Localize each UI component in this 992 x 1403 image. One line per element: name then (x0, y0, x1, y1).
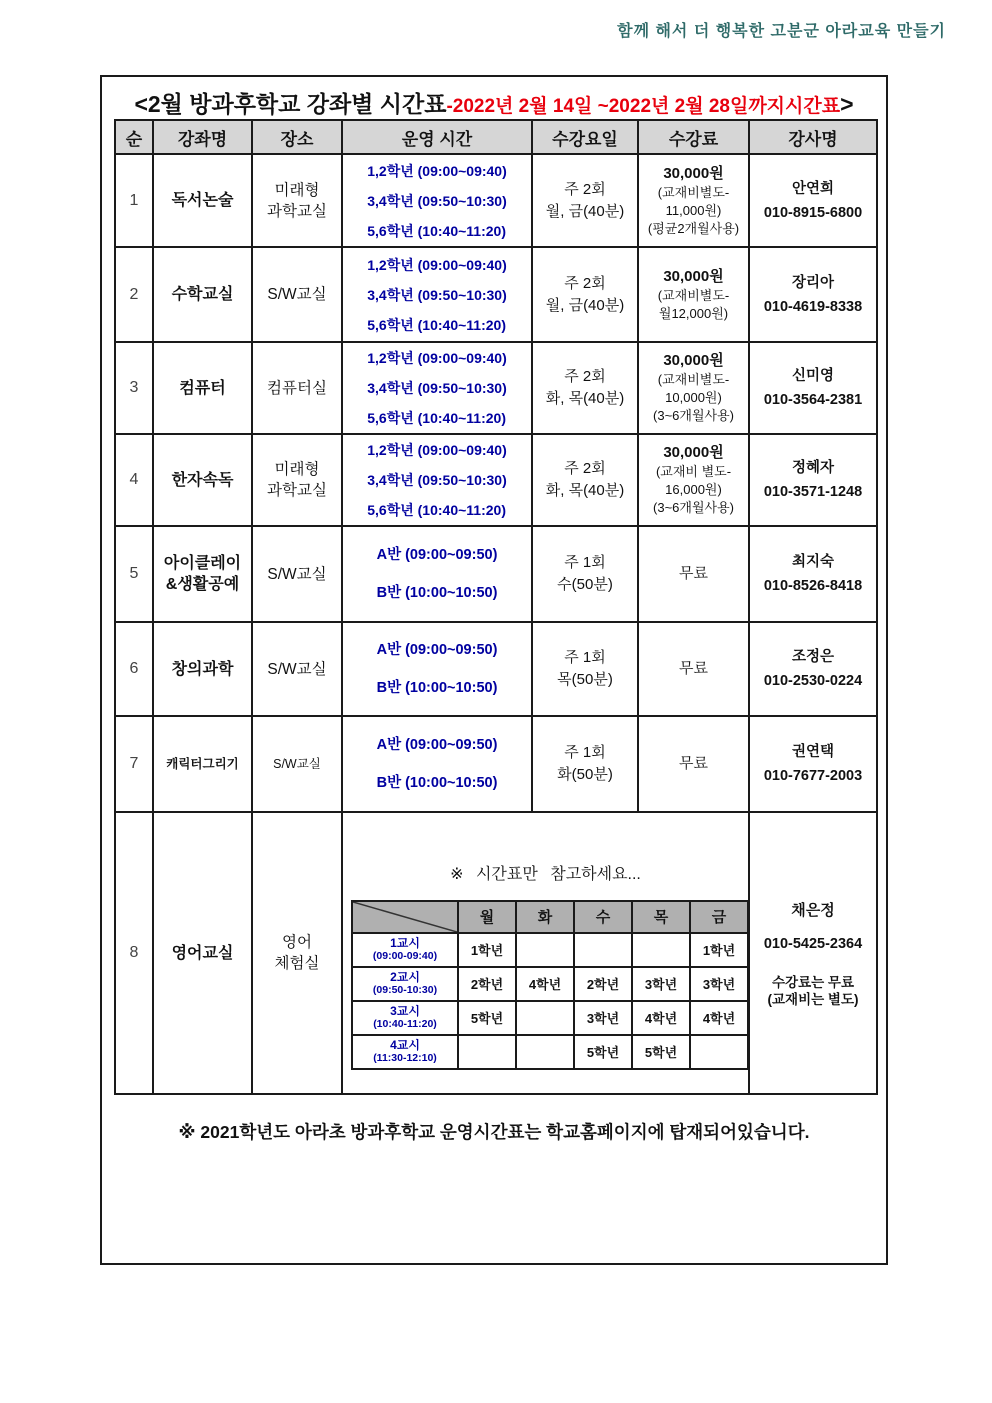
cell-place (252, 434, 342, 526)
grade-cell (632, 933, 690, 967)
footer-note: ※ 2021학년도 아라초 방과후학교 운영시간표는 학교홈페이지에 탑재되어있습니다. (178, 1122, 810, 1142)
subtable-header-row (352, 901, 748, 933)
page-title (102, 86, 886, 119)
cell-course (153, 154, 252, 247)
period-name: 2교시 (390, 969, 420, 984)
teacher-phone: 010-8915-6800 (763, 204, 863, 221)
subtable-day-header: 수 (574, 901, 632, 933)
header-time: 운영 시간 (342, 120, 532, 154)
period-label (352, 1001, 458, 1035)
grade-cell (458, 1035, 516, 1069)
cell-no: 1 (115, 154, 153, 247)
cell-course (153, 247, 252, 342)
cell-place (252, 154, 342, 247)
time-line: 1,2학년 (09:00~09:40) (367, 256, 507, 273)
cell-place (252, 622, 342, 716)
table-row (115, 716, 877, 812)
teacher-name: 안연희 (791, 180, 835, 197)
place-line: 과학교실 (267, 482, 327, 499)
days-line: 주 1회 (564, 649, 606, 666)
cell-days (532, 342, 638, 434)
header-row (115, 120, 877, 154)
cell-no: 2 (115, 247, 153, 342)
cell-no: 4 (115, 434, 153, 526)
teacher-phone: 010-3571-1248 (763, 484, 863, 500)
teacher-name: 신미영 (791, 368, 835, 384)
course-line: 수학교실 (171, 286, 234, 303)
days-line: 수(50분) (557, 576, 613, 593)
days-line: 월, 금(40분) (545, 202, 625, 220)
subtable-day-header: 월 (458, 901, 516, 933)
teacher-name: 정혜자 (791, 460, 835, 476)
cell-teacher (749, 247, 877, 342)
time-line: 1,2학년 (09:00~09:40) (367, 442, 507, 458)
fee-amount: 30,000원 (663, 267, 724, 285)
grade-cell: 4학년 (632, 1001, 690, 1035)
teacher-name: 권연택 (791, 744, 835, 760)
cell-fee (638, 247, 749, 342)
subtable-row (352, 1001, 748, 1035)
fee-detail: (3~6개월사용) (653, 500, 734, 515)
cell-fee (638, 342, 749, 434)
cell-no: 3 (115, 342, 153, 434)
cell-time (342, 526, 532, 622)
fee-detail: 16,000원) (665, 482, 722, 497)
place-line: S/W교실 (273, 756, 321, 771)
place-line: 영어 (282, 934, 312, 951)
place-line: 컴퓨터실 (267, 379, 327, 397)
teacher-name: 최지숙 (791, 554, 835, 570)
cell-days (532, 716, 638, 812)
cell-fee (638, 622, 749, 716)
header-days: 수강요일 (532, 120, 638, 154)
period-name: 4교시 (390, 1037, 420, 1052)
cell-time (342, 342, 532, 434)
grade-cell: 4학년 (690, 1001, 748, 1035)
days-line: 월, 금(40분) (545, 296, 625, 314)
days-line: 주 2회 (564, 460, 606, 477)
cell-course (153, 622, 252, 716)
table-row (115, 154, 877, 247)
period-time: (11:30-12:10) (373, 1051, 437, 1064)
fee-detail: (평균2개월사용) (647, 220, 740, 236)
course-line: 창의과학 (171, 660, 234, 678)
teacher-name: 채은정 (791, 901, 835, 919)
time-line: 5,6학년 (10:40~11:20) (367, 222, 506, 239)
grade-cell: 4학년 (516, 967, 574, 1001)
cell-no: 8 (115, 812, 153, 1094)
cell-teacher (749, 812, 877, 1094)
cell-time (342, 434, 532, 526)
grade-cell: 3학년 (574, 1001, 632, 1035)
subtable-row (352, 967, 748, 1001)
grade-cell: 5학년 (458, 1001, 516, 1035)
fee-detail: 10,000원) (665, 390, 722, 405)
place-line: S/W교실 (267, 565, 327, 583)
time-line: B반 (10:00~10:50) (376, 585, 498, 601)
grade-cell: 5학년 (574, 1035, 632, 1069)
teacher-phone: 010-2530-0224 (763, 673, 863, 689)
subtable-day-header: 목 (632, 901, 690, 933)
period-label (352, 1035, 458, 1069)
place-line: S/W교실 (267, 660, 327, 678)
title-date-range: -2022년 2월 14일 ~2022년 2월 28일까지시간표 (446, 96, 841, 117)
grade-cell: 5학년 (632, 1035, 690, 1069)
course-timetable (114, 119, 878, 1095)
subtable-day-header: 화 (516, 901, 574, 933)
school-slogan: 함께 해서 더 행복한 고분군 아라교육 만들기 (617, 23, 946, 40)
schedule-note: ※ 시간표만 참고하세요... (450, 865, 641, 883)
days-line: 주 2회 (564, 368, 606, 385)
cell-course (153, 434, 252, 526)
diagonal-cell (352, 901, 458, 933)
cell-course (153, 716, 252, 812)
place-line: 미래형 (274, 461, 320, 478)
subtable-row (352, 1035, 748, 1069)
cell-no: 7 (115, 716, 153, 812)
cell-course (153, 342, 252, 434)
time-line: 5,6학년 (10:40~11:20) (367, 502, 506, 518)
grade-cell: 3학년 (632, 967, 690, 1001)
grade-cell: 1학년 (458, 933, 516, 967)
cell-days (532, 154, 638, 247)
header-no: 순 (115, 120, 153, 154)
days-line: 주 2회 (564, 274, 606, 292)
course-line: 캐릭터그리기 (166, 756, 239, 771)
cell-days (532, 247, 638, 342)
cell-course (153, 812, 252, 1094)
period-label (352, 933, 458, 967)
english-class-subtable (351, 900, 749, 1070)
days-line: 화(50분) (557, 766, 613, 783)
table-row (115, 622, 877, 716)
teacher-name: 장리아 (791, 274, 835, 291)
subtable-row (352, 933, 748, 967)
period-name: 1교시 (390, 935, 420, 950)
teacher-fee-note: 수강료는 무료 (772, 974, 854, 990)
cell-fee (638, 716, 749, 812)
cell-teacher (749, 154, 877, 247)
period-time: (09:50-10:30) (372, 983, 438, 996)
cell-teacher (749, 342, 877, 434)
fee-detail: (교재비별도- (657, 372, 730, 387)
teacher-phone: 010-4619-8338 (763, 298, 863, 315)
cell-days (532, 622, 638, 716)
course-line: &생활공예 (165, 576, 240, 593)
period-time: (09:00-09:40) (372, 949, 438, 962)
grade-cell: 3학년 (690, 967, 748, 1001)
table-row (115, 342, 877, 434)
cell-fee (638, 434, 749, 526)
days-line: 화, 목(40분) (545, 482, 625, 499)
fee-detail: (3~6개월사용) (653, 408, 734, 423)
cell-course (153, 526, 252, 622)
time-line: A반 (09:00~09:50) (376, 547, 498, 563)
fee-amount: 무료 (679, 565, 708, 582)
table-row (115, 526, 877, 622)
time-line: 3,4학년 (09:50~10:30) (367, 472, 507, 488)
grade-cell: 2학년 (458, 967, 516, 1001)
grade-cell: 2학년 (574, 967, 632, 1001)
diagonal-line (353, 902, 457, 932)
header-course: 강좌명 (153, 120, 252, 154)
period-name: 3교시 (390, 1003, 420, 1018)
cell-fee (638, 526, 749, 622)
cell-place (252, 716, 342, 812)
course-line: 컴퓨터 (179, 379, 226, 397)
place-line: 과학교실 (267, 202, 327, 220)
time-line: 3,4학년 (09:50~10:30) (367, 380, 507, 396)
cell-place (252, 342, 342, 434)
place-line: 미래형 (274, 181, 320, 199)
teacher-phone: 010-5425-2364 (763, 935, 863, 952)
teacher-phone: 010-8526-8418 (763, 578, 863, 594)
fee-detail: 월12,000원) (658, 305, 729, 321)
fee-detail: (교재비별도- (657, 184, 730, 200)
period-time: (10:40-11:20) (373, 1017, 437, 1030)
fee-detail: 11,000원) (665, 202, 722, 218)
title-main: <2월 방과후학교 강좌별 시간표 (134, 91, 447, 117)
header-fee: 수강료 (638, 120, 749, 154)
course-line: 독서논술 (171, 192, 234, 209)
fee-amount: 무료 (679, 660, 708, 677)
time-line: B반 (10:00~10:50) (376, 680, 498, 696)
cell-days (532, 526, 638, 622)
cell-teacher (749, 434, 877, 526)
cell-teacher (749, 622, 877, 716)
teacher-fee-note: (교재비는 별도) (767, 991, 859, 1007)
fee-detail: (교재비 별도- (655, 464, 732, 479)
fee-amount: 무료 (679, 755, 708, 772)
time-line: 3,4학년 (09:50~10:30) (367, 192, 507, 209)
course-line: 영어교실 (171, 944, 234, 962)
cell-no: 5 (115, 526, 153, 622)
grade-cell (516, 933, 574, 967)
fee-amount: 30,000원 (663, 352, 724, 369)
days-line: 주 1회 (564, 744, 606, 761)
fee-detail: (교재비별도- (657, 287, 730, 303)
cell-teacher (749, 526, 877, 622)
header-place: 장소 (252, 120, 342, 154)
grade-cell (516, 1001, 574, 1035)
course-line: 아이클레이 (163, 555, 242, 572)
table-row (115, 434, 877, 526)
cell-english-schedule (342, 812, 749, 1094)
time-line: 5,6학년 (10:40~11:20) (367, 316, 506, 333)
days-line: 화, 목(40분) (545, 390, 625, 407)
grade-cell: 1학년 (690, 933, 748, 967)
place-line: 체험실 (274, 955, 320, 972)
course-line: 한자속독 (171, 471, 234, 489)
grade-cell (574, 933, 632, 967)
grade-cell (516, 1035, 574, 1069)
time-line: 1,2학년 (09:00~09:40) (367, 162, 507, 179)
time-line: A반 (09:00~09:50) (376, 642, 498, 658)
cell-time (342, 154, 532, 247)
subtable-day-header: 금 (690, 901, 748, 933)
period-label (352, 967, 458, 1001)
days-line: 목(50분) (557, 671, 613, 688)
teacher-name: 조정은 (791, 649, 835, 665)
grade-cell (690, 1035, 748, 1069)
time-line: B반 (10:00~10:50) (376, 775, 498, 791)
document-frame (100, 75, 888, 1265)
time-line: 3,4학년 (09:50~10:30) (367, 286, 507, 303)
cell-fee (638, 154, 749, 247)
cell-no: 6 (115, 622, 153, 716)
cell-place (252, 812, 342, 1094)
time-line: 5,6학년 (10:40~11:20) (367, 410, 506, 426)
header-teacher: 강사명 (749, 120, 877, 154)
cell-teacher (749, 716, 877, 812)
table-row (115, 812, 877, 1094)
cell-time (342, 247, 532, 342)
cell-time (342, 622, 532, 716)
days-line: 주 1회 (564, 554, 606, 571)
cell-place (252, 247, 342, 342)
fee-amount: 30,000원 (663, 444, 724, 461)
fee-amount: 30,000원 (663, 164, 724, 182)
time-line: A반 (09:00~09:50) (376, 737, 498, 753)
table-row (115, 247, 877, 342)
teacher-phone: 010-3564-2381 (763, 392, 863, 408)
title-close-bracket: > (840, 91, 854, 117)
cell-place (252, 526, 342, 622)
place-line: S/W교실 (267, 286, 327, 303)
time-line: 1,2학년 (09:00~09:40) (367, 350, 507, 366)
teacher-phone: 010-7677-2003 (763, 768, 863, 784)
cell-time (342, 716, 532, 812)
cell-days (532, 434, 638, 526)
days-line: 주 2회 (564, 180, 606, 198)
